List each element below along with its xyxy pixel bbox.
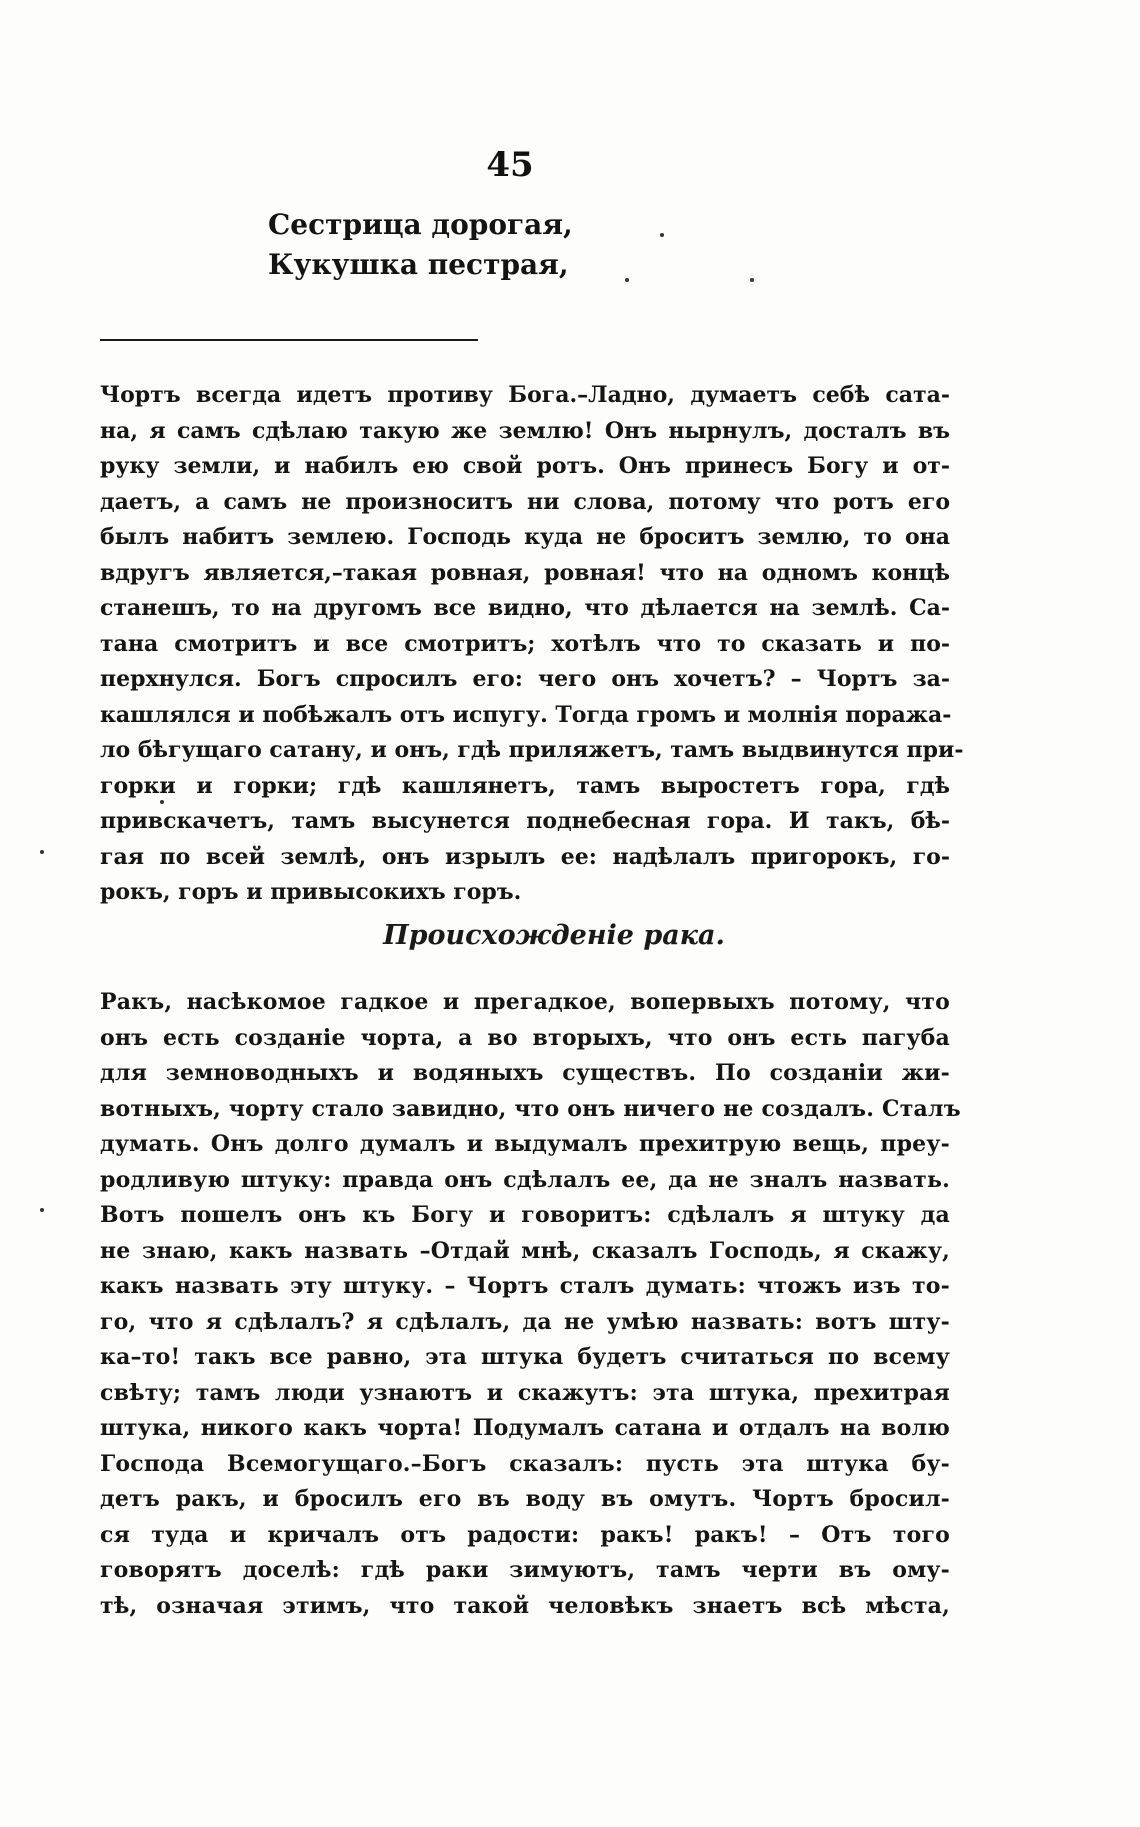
text-line: думать. Онъ долго думалъ и выдумалъ прехитрую вещь, преу- <box>100 1131 950 1157</box>
scan-speck <box>750 278 754 282</box>
text-line: вотныхъ, чорту стало завидно, что онъ ничего не создалъ. Сталъ <box>100 1095 961 1122</box>
text-line: штука, никого какъ чорта! Подумалъ сатана и отдалъ на волю <box>100 1415 950 1441</box>
text-line: тѣ, означая этимъ, что такой человѣкъ знаетъ всѣ мѣста, <box>100 1592 950 1619</box>
verse-line: Кукушка пестрая, <box>268 248 569 281</box>
text-line: ся туда и кричалъ отъ радости: ракъ! ракъ! – Отъ того <box>100 1521 950 1548</box>
text-line: родливую штуку: правда онъ сдѣлалъ ее, да не зналъ назвать. <box>100 1166 950 1193</box>
text-line: детъ ракъ, и бросилъ его въ воду въ омутъ. Чортъ бросил- <box>100 1486 950 1512</box>
text-line: былъ набитъ землею. Господь куда не броситъ землю, то она <box>100 524 950 550</box>
text-line: Вотъ пошелъ онъ къ Богу и говоритъ: сдѣлалъ я штуку да <box>100 1202 950 1228</box>
text-line: даетъ, а самъ не произноситъ ни слова, потому что ротъ его <box>100 488 950 515</box>
text-line: горки и горки; гдѣ кашлянетъ, тамъ выростетъ гора, гдѣ <box>100 772 950 799</box>
scan-speck <box>160 800 164 804</box>
scan-speck <box>40 850 44 854</box>
scan-speck <box>40 1208 44 1212</box>
page-number: 45 <box>486 145 534 185</box>
section-heading: Происхожденіе рака. <box>383 920 725 951</box>
text-line: перхнулся. Богъ спросилъ его: чего онъ хочетъ? – Чортъ за- <box>100 666 950 692</box>
text-line: на, я самъ сдѣлаю такую же землю! Онъ нырнулъ, досталъ въ <box>100 417 950 444</box>
paragraph-creation-of-mountains <box>100 378 964 911</box>
text-line: руку земли, и набилъ ею свой ротъ. Онъ принесъ Богу и от- <box>100 453 950 479</box>
text-line: ка–то! такъ все равно, эта штука будетъ считаться по всему <box>100 1344 950 1370</box>
text-line: кашлялся и побѣжалъ отъ испугу. Тогда громъ и молнія поража- <box>100 701 952 728</box>
text-line: ло бѣгущаго сатану, и онъ, гдѣ приляжетъ, тамъ выдвинутся при- <box>100 737 964 763</box>
text-line: рокъ, горъ и привысокихъ горъ. <box>100 879 522 905</box>
scan-speck <box>625 278 629 282</box>
text-line: онъ есть созданіе чорта, а во вторыхъ, что онъ есть пагуба <box>100 1024 950 1051</box>
text-line: говорятъ доселѣ: гдѣ раки зимуютъ, тамъ черти въ ому- <box>100 1557 950 1583</box>
scan-speck <box>660 233 664 237</box>
text-line: гая по всей землѣ, онъ изрылъ ее: надѣлалъ пригорокъ, го- <box>100 843 950 870</box>
text-line: Ракъ, насѣкомое гадкое и прегадкое, вопервыхъ потому, что <box>100 989 950 1015</box>
text-line: свѣту; тамъ люди узнаютъ и скажутъ: эта штука, прехитрая <box>100 1379 950 1406</box>
verse-line: Сестрица дорогая, <box>268 208 573 241</box>
text-line: для земноводныхъ и водяныхъ существъ. По созданіи жи- <box>100 1060 950 1086</box>
text-line: какъ назвать эту штуку. – Чортъ сталъ думать: чтожъ изъ то- <box>100 1273 950 1299</box>
paragraph-origin-of-crayfish <box>100 985 961 1624</box>
text-line: не знаю, какъ назвать –Отдай мнѣ, сказалъ Господь, я скажу, <box>100 1237 950 1264</box>
text-line: вдругъ является,–такая ровная, ровная! что на одномъ концѣ <box>100 559 950 586</box>
text-line: станешъ, то на другомъ все видно, что дѣлается на землѣ. Са- <box>100 595 950 621</box>
text-line: Господа Всемогущаго.–Богъ сказалъ: пусть эта штука бу- <box>100 1450 950 1477</box>
verse-lines <box>268 205 573 285</box>
text-line: Чортъ всегда идетъ противу Бога.–Ладно, думаетъ себѣ сата- <box>100 382 950 408</box>
text-line: го, что я сдѣлалъ? я сдѣлалъ, да не умѣю назвать: вотъ шту- <box>100 1308 950 1335</box>
text-line: привскачетъ, тамъ высунется поднебесная гора. И такъ, бѣ- <box>100 808 950 834</box>
text-line: тана смотритъ и все смотритъ; хотѣлъ что то сказать и по- <box>100 630 950 657</box>
section-divider <box>100 339 478 341</box>
